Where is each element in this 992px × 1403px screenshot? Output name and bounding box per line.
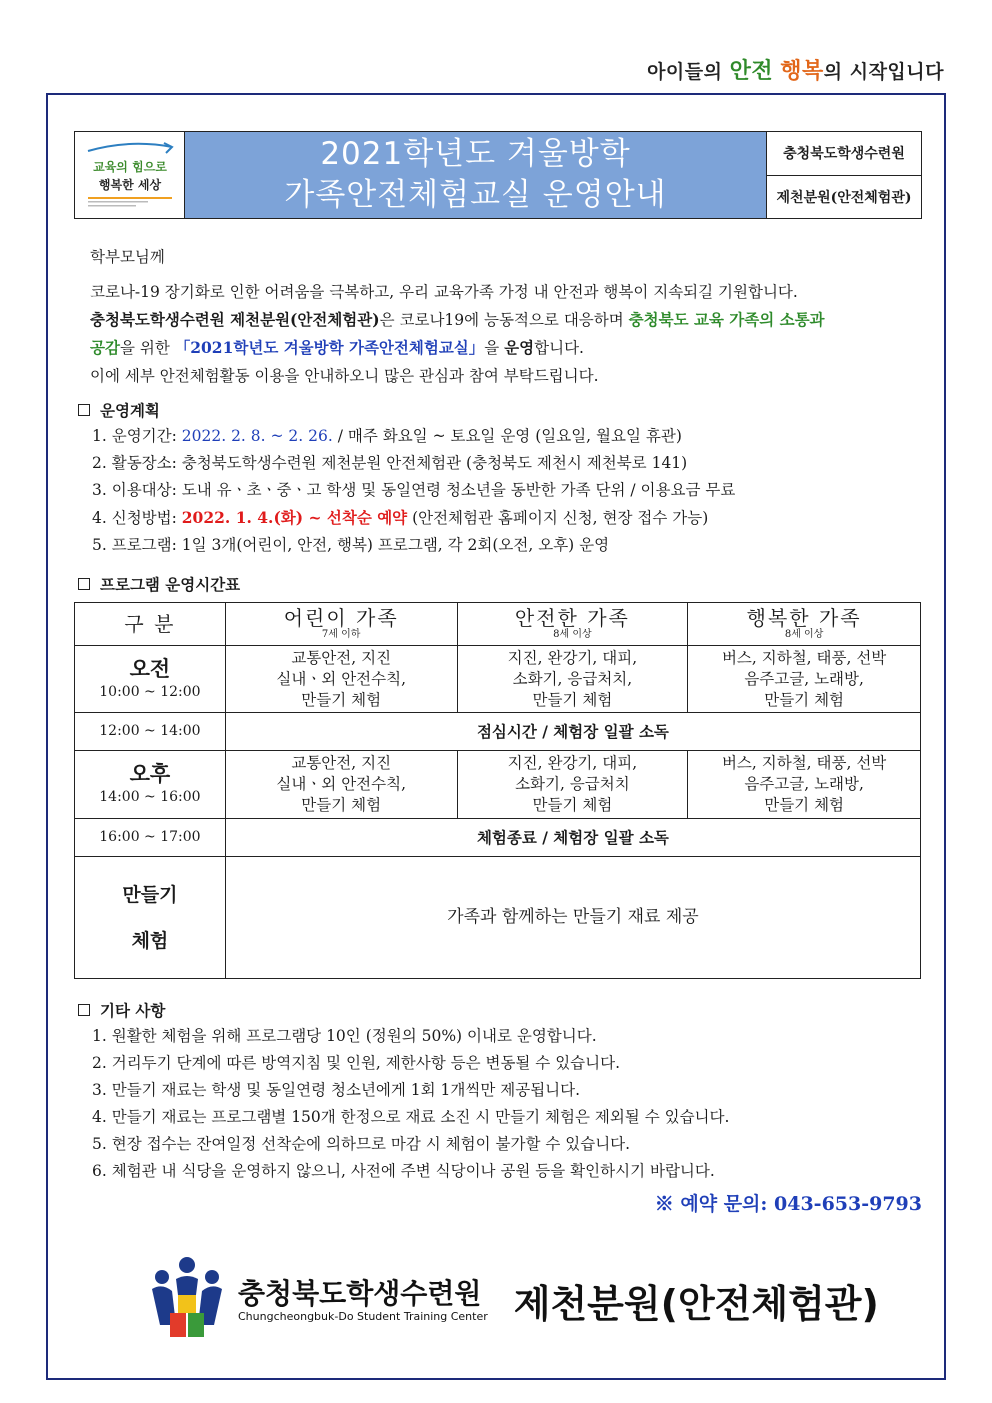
checkbox-square-icon <box>78 1004 90 1016</box>
slogan: 아이들의 안전 행복의 시작입니다 <box>647 59 944 84</box>
footer-name-block <box>238 1278 488 1323</box>
organization-box <box>766 132 921 218</box>
table-row <box>75 646 921 713</box>
end-cell: 체험종료 / 체험장 일괄 소독 <box>225 819 920 857</box>
list-item: 4. 만들기 재료는 프로그램별 150개 한정으로 재료 소진 시 만들기 체험은 제외될 수 있습니다. <box>92 1108 730 1126</box>
list-item: 5. 현장 접수는 잔여일정 선착순에 의하므로 마감 시 체험이 불가할 수 있습니다. <box>92 1135 631 1153</box>
plan-heading: 운영계획 <box>78 399 160 421</box>
title-box <box>74 131 922 219</box>
table-row <box>75 751 921 819</box>
craft-label-cell: 만들기 체험 <box>75 857 226 979</box>
document-title: 2021학년도 겨울방학 가족안전체험교실 운영안내 <box>185 132 766 218</box>
greeting: 학부모님께 <box>90 248 165 266</box>
org-branch: 제천분원(안전체험관) <box>767 175 921 219</box>
time-cell: 16:00 ~ 17:00 <box>75 819 226 857</box>
table-row <box>75 819 921 857</box>
checkbox-square-icon <box>78 578 90 590</box>
time-cell: 오전 10:00 ~ 12:00 <box>75 646 226 713</box>
list-item: 6. 체험관 내 식당을 운영하지 않으니, 사전에 주변 식당이나 공원 등을 확인하시기 바랍니다. <box>92 1162 715 1180</box>
list-item: 3. 만들기 재료는 학생 및 동일연령 청소년에게 1회 1개씩만 제공됩니다. <box>92 1081 581 1099</box>
program-cell: 버스, 지하철, 태풍, 선박 음주고글, 노래방, 만들기 체험 <box>688 646 921 713</box>
program-cell: 교통안전, 지진 실내ㆍ외 안전수칙, 만들기 체험 <box>225 646 457 713</box>
svg-text:행복한 세상: 행복한 세상 <box>98 178 161 192</box>
list-item: 5. 프로그램: 1일 3개(어린이, 안전, 행복) 프로그램, 각 2회(오전, 오후) 운영 <box>92 536 610 554</box>
lunch-cell: 점심시간 / 체험장 일괄 소독 <box>225 713 920 751</box>
header-cell: 안전한 가족 8세 이상 <box>457 603 688 646</box>
list-item: 2. 활동장소: 충청북도학생수련원 제천분원 안전체험관 (충청북도 제천시 제천북로 141) <box>92 454 688 472</box>
time-cell: 오후 14:00 ~ 16:00 <box>75 751 226 819</box>
plan-list <box>92 423 735 559</box>
craft-cell: 가족과 함께하는 만들기 재료 제공 <box>225 857 920 979</box>
list-item: 4. 신청방법: 2022. 1. 4.(화) ~ 선착순 예약 (안전체험관 홈페이지 신청, 현장 접수 가능) <box>92 508 709 527</box>
schedule-heading: 프로그램 운영시간표 <box>78 573 240 595</box>
table-row <box>75 603 921 646</box>
footer-name-en: Chungcheongbuk-Do Student Training Center <box>238 1309 488 1323</box>
reservation-contact: ※ 예약 문의: 043-653-9793 <box>654 1193 922 1215</box>
table-row <box>75 857 921 979</box>
footer <box>148 1255 879 1345</box>
education-logo <box>75 132 185 218</box>
program-cell: 지진, 완강기, 대피, 소화기, 응급처치, 만들기 체험 <box>457 646 688 713</box>
list-item: 1. 운영기간: 2022. 2. 8. ~ 2. 26. / 매주 화요일 ~ 토요일 운영 (일요일, 월요일 휴관) <box>92 427 682 445</box>
list-item: 2. 거리두기 단계에 따른 방역지침 및 인원, 제한사항 등은 변동될 수 있습니다. <box>92 1054 621 1072</box>
header-cell: 구 분 <box>75 603 226 646</box>
table-row <box>75 713 921 751</box>
footer-branch: 제천분원(안전체험관) <box>513 1281 879 1326</box>
time-cell: 12:00 ~ 14:00 <box>75 713 226 751</box>
footer-name-kr: 충청북도학생수련원 <box>238 1276 482 1310</box>
org-name: 충청북도학생수련원 <box>783 146 905 163</box>
schedule-table <box>74 602 921 979</box>
svg-text:교육의 힘으로: 교육의 힘으로 <box>92 160 167 174</box>
program-cell: 지진, 완강기, 대피, 소화기, 응급처치 만들기 체험 <box>457 751 688 819</box>
header-cell: 어린이 가족 7세 이하 <box>225 603 457 646</box>
list-item: 1. 원활한 체험을 위해 프로그램당 10인 (정원의 50%) 이내로 운영합니다. <box>92 1027 597 1045</box>
etc-heading: 기타 사항 <box>78 999 165 1021</box>
training-center-logo-icon <box>148 1255 226 1345</box>
checkbox-square-icon <box>78 404 90 416</box>
etc-list <box>92 1023 729 1185</box>
program-cell: 교통안전, 지진 실내ㆍ외 안전수칙, 만들기 체험 <box>225 751 457 819</box>
list-item: 3. 이용대상: 도내 유ㆍ초ㆍ중ㆍ고 학생 및 동일연령 청소년을 동반한 가족 단위 / 이용요금 무료 <box>92 481 736 499</box>
document-frame <box>46 93 946 1380</box>
program-cell: 버스, 지하철, 태풍, 선박 음주고글, 노래방, 만들기 체험 <box>688 751 921 819</box>
header-cell: 행복한 가족 8세 이상 <box>688 603 921 646</box>
intro-paragraph: 코로나-19 장기화로 인한 어려움을 극복하고, 우리 교육가족 가정 내 안전과 행복이 지속되길 기원합니다. 충청북도학생수련원 제천분원(안전체험관)은 코로나19에 능동적으로 대응하며 충청북도 교육 가족의 소통과 공감을 위한 「2021학년도 겨울방학 가족안전체험교실」을 운영합니다. 이에 세부 안전체험활동 이용을 안내하오니 많은 관심과 참여 부탁드립니다. <box>90 283 825 385</box>
